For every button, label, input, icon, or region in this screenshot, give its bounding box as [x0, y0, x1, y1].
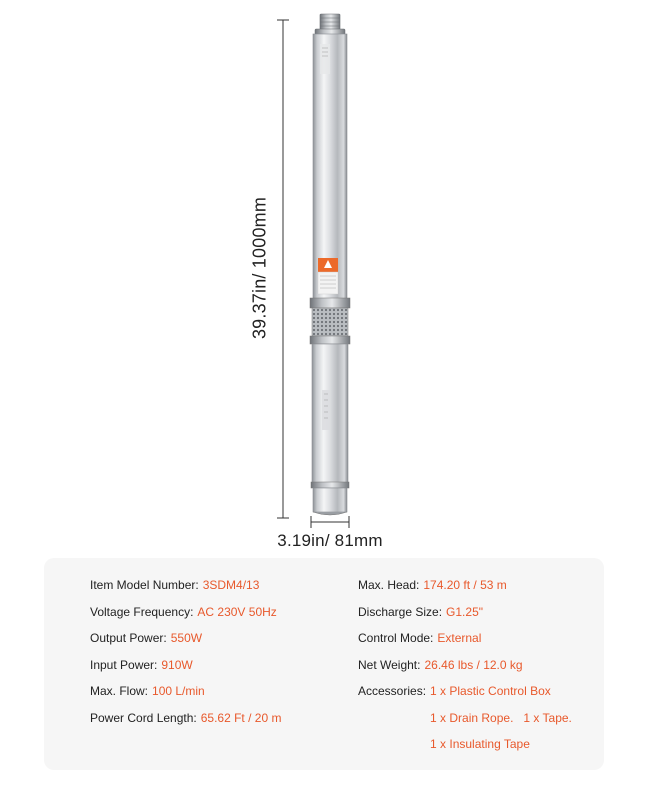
spec-label: Output Power:	[90, 631, 167, 645]
width-dimension-label: 3.19in/ 81mm	[277, 531, 383, 550]
width-dimension-line	[311, 516, 349, 528]
spec-row	[90, 656, 281, 683]
pump-intake-screen	[310, 308, 350, 344]
spec-value: 3SDM4/13	[202, 578, 260, 592]
spec-panel	[44, 558, 604, 770]
spec-row	[90, 603, 281, 630]
spec-column-left	[90, 576, 281, 735]
spec-value: G1.25"	[446, 604, 483, 619]
spec-label: Power Cord Length:	[90, 710, 197, 725]
accessory-item: 1 x Drain Rope. 1 x Tape.	[430, 710, 572, 725]
pump-motor	[311, 344, 349, 515]
spec-label: Discharge Size:	[358, 604, 443, 619]
spec-value: 26.46 lbs / 12.0 kg	[424, 657, 523, 672]
height-dimension-label: 39.37in/ 1000mm	[249, 196, 270, 340]
spec-label: Accessories:	[358, 684, 427, 698]
spec-value: 910W	[161, 657, 193, 672]
spec-column-right	[358, 576, 572, 762]
accessory-item: 1 x Insulating Tape	[430, 737, 530, 751]
spec-label: Voltage Frequency:	[90, 604, 194, 619]
spec-row-accessories	[358, 682, 572, 762]
spec-label: Control Mode:	[358, 631, 434, 645]
spec-value: External	[437, 631, 482, 645]
height-dimension-line	[277, 20, 289, 518]
spec-label: Input Power:	[90, 657, 158, 672]
spec-value: 100 L/min	[152, 684, 205, 698]
spec-value: AC 230V 50Hz	[197, 604, 277, 619]
spec-row	[358, 656, 572, 683]
spec-row	[358, 629, 572, 656]
accessory-item: 1 x Plastic Control Box	[430, 684, 551, 698]
spec-row	[90, 576, 281, 603]
spec-row	[358, 603, 572, 630]
spec-value: 174.20 ft / 53 m	[423, 578, 507, 592]
spec-value: 65.62 Ft / 20 m	[200, 710, 282, 725]
spec-label: Max. Flow:	[90, 684, 149, 698]
spec-label: Item Model Number:	[90, 578, 199, 592]
spec-row	[358, 576, 572, 603]
spec-value: 550W	[170, 631, 203, 645]
spec-row	[90, 629, 281, 656]
pump-body	[310, 34, 350, 308]
spec-label: Max. Head:	[358, 578, 420, 592]
accessories-list	[430, 682, 572, 762]
spec-row	[90, 709, 281, 736]
spec-row	[90, 682, 281, 709]
pump-top-outlet	[315, 14, 345, 35]
spec-label: Net Weight:	[358, 657, 421, 672]
